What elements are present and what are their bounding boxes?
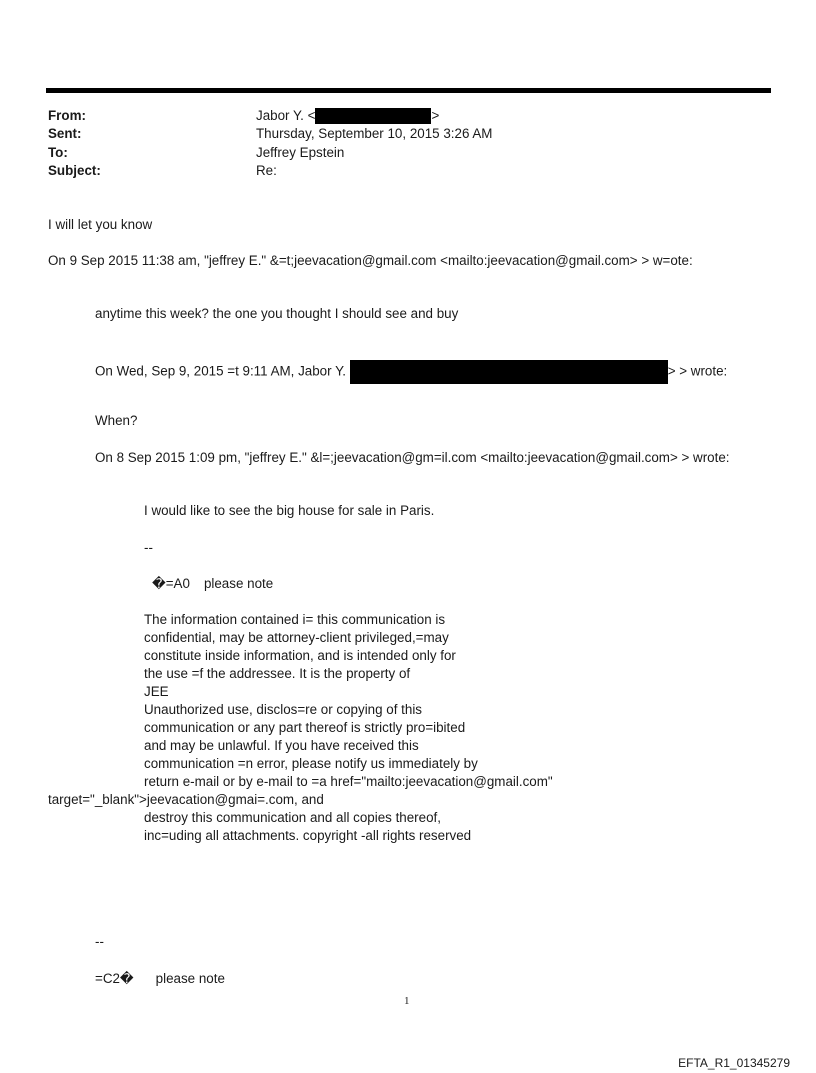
disclaimer-line: JEE	[144, 684, 169, 699]
from-name: Jabor Y. <	[256, 108, 316, 123]
disclaimer-line: return e-mail or by e-mail to =a href="mailto:jeevacation@gmail.com"	[144, 774, 553, 789]
subject-value: Re:	[256, 163, 277, 178]
disclaimer-outdent: target="_blank">jeevacation@gmai=.com, and	[48, 792, 324, 807]
signature2-note-text: please note	[155, 971, 225, 986]
quote2-intro	[95, 360, 727, 384]
quote1-intro: On 9 Sep 2015 11:38 am, "jeffrey E." &=t;jeevacation@gmail.com <mailto:jeevacation@gmail.com> > w=ote:	[48, 253, 693, 268]
subject-label: Subject:	[48, 163, 101, 178]
signature-note-text: please note	[203, 576, 274, 591]
quote2-text: When?	[95, 413, 138, 428]
from-close: >	[431, 108, 440, 123]
signature-note-prefix: �=A0	[152, 576, 190, 591]
signature-note	[152, 576, 273, 592]
to-label: To:	[48, 145, 68, 160]
disclaimer-line: communication or any part thereof is strictly pro=ibited	[144, 720, 466, 735]
reply-text: I will let you know	[48, 217, 153, 232]
signature2-note-prefix: =C2�	[95, 971, 134, 986]
quote2-intro-pre: On Wed, Sep 9, 2015 =t 9:11 AM, Jabor Y.	[95, 363, 350, 379]
redaction-block	[350, 360, 668, 384]
disclaimer-line: The information contained i= this communication is	[144, 612, 446, 627]
disclaimer-line: destroy this communication and all copies thereof,	[144, 810, 441, 825]
signature2-note	[95, 971, 225, 987]
disclaimer-line: and may be unlawful. If you have received this	[144, 738, 419, 753]
disclaimer-line: the use =f the addressee. It is the property of	[144, 666, 411, 681]
quote1-text: anytime this week? the one you thought I should see and buy	[95, 306, 459, 321]
signature-dashes: --	[144, 540, 153, 555]
disclaimer-line: confidential, may be attorney-client privileged,=may	[144, 630, 449, 645]
quote3-text: I would like to see the big house for sale in Paris.	[144, 503, 435, 518]
page-number: 1	[404, 995, 410, 1007]
from-value	[256, 108, 439, 124]
to-value: Jeffrey Epstein	[256, 145, 345, 160]
disclaimer-line: inc=uding all attachments. copyright -all rights reserved	[144, 828, 472, 843]
sent-label: Sent:	[48, 126, 82, 141]
disclaimer-line: communication =n error, please notify us immediately by	[144, 756, 478, 771]
disclaimer-line: Unauthorized use, disclos=re or copying of this	[144, 702, 423, 717]
signature2-dashes: --	[95, 934, 104, 949]
from-label: From:	[48, 108, 86, 123]
redaction-block	[315, 108, 431, 124]
quote2-intro-post: > > wrote:	[667, 363, 728, 379]
sent-value: Thursday, September 10, 2015 3:26 AM	[256, 126, 493, 141]
disclaimer-line: constitute inside information, and is intended only for	[144, 648, 456, 663]
bates-number: EFTA_R1_01345279	[678, 1056, 790, 1070]
header-rule	[46, 88, 771, 93]
quote3-intro: On 8 Sep 2015 1:09 pm, "jeffrey E." &l=;jeevacation@gm=il.com <mailto:jeevacation@gmail.com> > wrote:	[95, 450, 730, 465]
